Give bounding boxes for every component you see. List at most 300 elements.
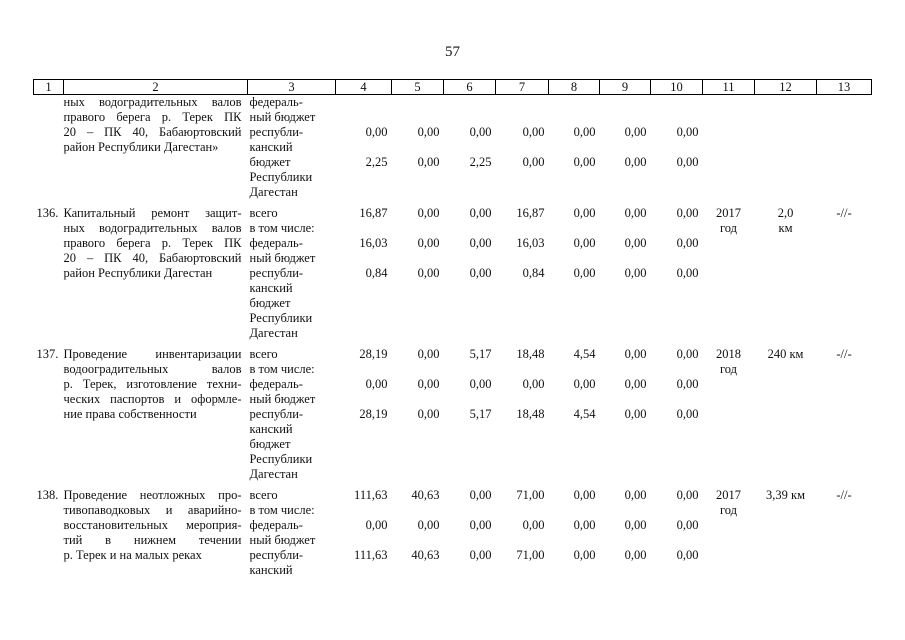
funding-source-line: в том числе: bbox=[249, 503, 315, 517]
value-cell-col10 bbox=[651, 206, 703, 347]
value-cell-col6 bbox=[444, 206, 496, 347]
value: 0,00 bbox=[676, 548, 699, 562]
value bbox=[496, 170, 545, 185]
measure-name-line: тий в нижнем течении bbox=[63, 533, 242, 547]
value bbox=[392, 110, 440, 125]
value bbox=[651, 221, 699, 236]
value: 0,00 bbox=[676, 155, 699, 169]
value: 0,00 bbox=[469, 266, 492, 280]
value: 0,00 bbox=[624, 347, 647, 361]
value bbox=[496, 362, 545, 377]
value bbox=[600, 392, 647, 407]
value: 40,63 bbox=[411, 488, 440, 502]
year-cell bbox=[703, 206, 755, 347]
column-header-13: 13 bbox=[817, 80, 872, 95]
value bbox=[600, 95, 647, 110]
value: 71,00 bbox=[516, 548, 545, 562]
value bbox=[600, 251, 647, 266]
measure-name-line: ных водоградительных валов bbox=[63, 221, 242, 235]
value: 0,00 bbox=[624, 518, 647, 532]
value: 0,00 bbox=[624, 266, 647, 280]
value: 0,00 bbox=[573, 518, 596, 532]
value: 0,00 bbox=[417, 206, 440, 220]
executor-cell-line: -//- bbox=[836, 488, 852, 502]
value bbox=[549, 281, 596, 296]
length-cell bbox=[755, 488, 817, 584]
column-header-3: 3 bbox=[248, 80, 336, 95]
value-cell-col8 bbox=[549, 488, 600, 584]
value bbox=[549, 533, 596, 548]
funding-source-line: федераль- bbox=[249, 236, 303, 250]
funding-source-line: канский bbox=[249, 422, 293, 436]
value: 16,03 bbox=[359, 236, 388, 250]
value: 0,00 bbox=[417, 407, 440, 421]
funding-source bbox=[248, 488, 336, 584]
funding-source-line: республи- bbox=[249, 407, 304, 421]
value bbox=[336, 110, 388, 125]
value: 0,00 bbox=[417, 518, 440, 532]
length-cell-line bbox=[755, 110, 817, 125]
funding-source bbox=[248, 206, 336, 347]
value: 0,00 bbox=[573, 206, 596, 220]
funding-source-line: Дагестан bbox=[249, 467, 298, 481]
length-cell-line bbox=[755, 362, 817, 377]
value: 28,19 bbox=[359, 407, 388, 421]
value-cell-col10 bbox=[651, 95, 703, 207]
funding-source-line: ный бюджет bbox=[249, 533, 316, 547]
funding-source-line: ный бюджет bbox=[249, 392, 316, 406]
value-cell-col6 bbox=[444, 347, 496, 488]
value: 4,54 bbox=[573, 347, 596, 361]
value bbox=[651, 140, 699, 155]
value bbox=[651, 533, 699, 548]
value: 0,84 bbox=[365, 266, 388, 280]
value bbox=[444, 281, 492, 296]
value bbox=[336, 563, 388, 578]
value: 0,00 bbox=[676, 407, 699, 421]
value: 0,00 bbox=[469, 548, 492, 562]
value bbox=[336, 362, 388, 377]
measure-name-line: правого берега р. Терек ПК bbox=[63, 110, 242, 124]
value bbox=[336, 392, 388, 407]
page-number: 57 bbox=[445, 44, 460, 60]
table-row bbox=[34, 347, 872, 488]
value bbox=[444, 533, 492, 548]
executor-cell bbox=[817, 206, 872, 347]
value: 0,00 bbox=[522, 125, 545, 139]
column-header-11: 11 bbox=[703, 80, 755, 95]
value: 111,63 bbox=[354, 488, 388, 502]
year-cell bbox=[703, 347, 755, 488]
value: 0,00 bbox=[624, 407, 647, 421]
funding-source-line: всего bbox=[249, 206, 278, 220]
year-cell-line: год bbox=[719, 221, 738, 235]
value bbox=[549, 95, 596, 110]
funding-source-line: федераль- bbox=[249, 95, 303, 109]
funding-source-line: Дагестан bbox=[249, 326, 298, 340]
value bbox=[444, 563, 492, 578]
length-cell-line bbox=[755, 503, 817, 518]
value: 40,63 bbox=[411, 548, 440, 562]
value: 2,25 bbox=[469, 155, 492, 169]
value bbox=[444, 392, 492, 407]
table-body bbox=[34, 95, 872, 585]
measure-name-line: водооградительных валов bbox=[63, 362, 242, 376]
value: 5,17 bbox=[469, 347, 492, 361]
value bbox=[600, 281, 647, 296]
executor-cell-line bbox=[817, 95, 872, 110]
measure-name-line: ных водоградительных валов bbox=[63, 95, 242, 109]
value: 0,00 bbox=[676, 266, 699, 280]
value-cell-col4 bbox=[336, 347, 392, 488]
measure-name bbox=[64, 95, 248, 207]
column-header-8: 8 bbox=[549, 80, 600, 95]
value bbox=[496, 533, 545, 548]
value bbox=[444, 110, 492, 125]
value bbox=[600, 362, 647, 377]
year-cell bbox=[703, 488, 755, 584]
value bbox=[392, 281, 440, 296]
value bbox=[392, 503, 440, 518]
value bbox=[392, 422, 440, 437]
value: 0,00 bbox=[522, 155, 545, 169]
value: 0,00 bbox=[417, 377, 440, 391]
value: 0,00 bbox=[365, 518, 388, 532]
measure-name-line: Проведение инвентаризации bbox=[63, 347, 242, 361]
length-cell-line: 3,39 км bbox=[766, 488, 805, 502]
value: 0,00 bbox=[522, 518, 545, 532]
funding-source-line: канский bbox=[249, 563, 293, 577]
value bbox=[392, 392, 440, 407]
value-cell-col6 bbox=[444, 488, 496, 584]
value: 0,00 bbox=[573, 125, 596, 139]
value-cell-col9 bbox=[600, 206, 651, 347]
column-header-9: 9 bbox=[600, 80, 651, 95]
value bbox=[600, 563, 647, 578]
value: 16,87 bbox=[359, 206, 388, 220]
value: 0,00 bbox=[469, 125, 492, 139]
funding-source-line: республи- bbox=[249, 548, 304, 562]
value: 0,84 bbox=[522, 266, 545, 280]
value bbox=[392, 533, 440, 548]
value: 0,00 bbox=[417, 236, 440, 250]
value: 0,00 bbox=[573, 236, 596, 250]
value bbox=[444, 422, 492, 437]
length-cell-line: 240 км bbox=[767, 347, 804, 361]
value: 0,00 bbox=[624, 206, 647, 220]
value bbox=[651, 422, 699, 437]
value: 0,00 bbox=[417, 125, 440, 139]
value-cell-col5 bbox=[392, 488, 444, 584]
executor-cell-line: -//- bbox=[836, 347, 852, 361]
funding-source-line: республи- bbox=[249, 266, 304, 280]
length-cell bbox=[755, 206, 817, 347]
funding-source-line: республи- bbox=[249, 125, 304, 139]
value bbox=[392, 362, 440, 377]
year-cell-line: 2017 bbox=[716, 206, 741, 220]
funding-source bbox=[248, 347, 336, 488]
value bbox=[496, 221, 545, 236]
length-cell-line bbox=[755, 95, 817, 110]
value bbox=[651, 503, 699, 518]
value: 0,00 bbox=[676, 488, 699, 502]
value: 16,87 bbox=[516, 206, 545, 220]
value-cell-col7 bbox=[496, 206, 549, 347]
value-cell-col10 bbox=[651, 347, 703, 488]
value bbox=[651, 110, 699, 125]
value-cell-col7 bbox=[496, 347, 549, 488]
measure-name-line: тивопаводковых и аварийно- bbox=[63, 503, 242, 517]
length-cell-line: 2,0 bbox=[777, 206, 794, 220]
funding-source-line: Дагестан bbox=[249, 185, 298, 199]
value bbox=[549, 140, 596, 155]
value bbox=[549, 392, 596, 407]
length-cell bbox=[755, 347, 817, 488]
value bbox=[549, 110, 596, 125]
funding-source-line: всего bbox=[249, 347, 278, 361]
value bbox=[496, 503, 545, 518]
value bbox=[651, 392, 699, 407]
value-cell-col5 bbox=[392, 206, 444, 347]
value bbox=[496, 281, 545, 296]
funding-source-line: бюджет bbox=[249, 296, 291, 310]
value-cell-col8 bbox=[549, 206, 600, 347]
table-row bbox=[34, 206, 872, 347]
value-cell-col5 bbox=[392, 347, 444, 488]
year-cell-line: 2018 bbox=[716, 347, 741, 361]
length-cell-line: км bbox=[778, 221, 793, 235]
value bbox=[444, 221, 492, 236]
value bbox=[336, 95, 388, 110]
value-cell-col7 bbox=[496, 488, 549, 584]
funding-source-line: Республики bbox=[249, 452, 313, 466]
funding-source-line: федераль- bbox=[249, 377, 303, 391]
value bbox=[444, 140, 492, 155]
measure-name bbox=[64, 347, 248, 488]
value bbox=[336, 281, 388, 296]
value bbox=[549, 251, 596, 266]
measure-name-line: Проведение неотложных про- bbox=[63, 488, 242, 502]
funding-source-line: ный бюджет bbox=[249, 251, 316, 265]
value bbox=[336, 533, 388, 548]
measure-name-line: район Республики Дагестан bbox=[63, 266, 213, 280]
executor-cell-line: -//- bbox=[836, 206, 852, 220]
value bbox=[336, 251, 388, 266]
value bbox=[444, 362, 492, 377]
measure-name-line: 20 – ПК 40, Бабаюртовский bbox=[63, 251, 242, 265]
measure-name-line: Капитальный ремонт защит- bbox=[63, 206, 242, 220]
value bbox=[392, 95, 440, 110]
value bbox=[549, 362, 596, 377]
funding-source bbox=[248, 95, 336, 207]
value: 5,17 bbox=[469, 407, 492, 421]
value bbox=[600, 221, 647, 236]
value bbox=[549, 503, 596, 518]
value: 0,00 bbox=[676, 518, 699, 532]
value: 0,00 bbox=[676, 236, 699, 250]
executor-cell bbox=[817, 347, 872, 488]
value: 0,00 bbox=[365, 377, 388, 391]
value bbox=[496, 140, 545, 155]
table-row bbox=[34, 95, 872, 207]
year-cell-line bbox=[703, 110, 755, 125]
measure-name-line: восстановительных мероприя- bbox=[63, 518, 242, 532]
measure-name bbox=[64, 488, 248, 584]
value: 0,00 bbox=[676, 125, 699, 139]
value: 0,00 bbox=[522, 377, 545, 391]
funding-source-line: в том числе: bbox=[249, 362, 315, 376]
column-header-6: 6 bbox=[444, 80, 496, 95]
executor-cell bbox=[817, 488, 872, 584]
value bbox=[496, 563, 545, 578]
executor-cell bbox=[817, 95, 872, 207]
row-number: 138. bbox=[36, 488, 59, 502]
value: 71,00 bbox=[516, 488, 545, 502]
measure-name-line: правого берега р. Терек ПК bbox=[63, 236, 242, 250]
row-number bbox=[34, 95, 64, 207]
column-header-7: 7 bbox=[496, 80, 549, 95]
value bbox=[651, 251, 699, 266]
value bbox=[392, 563, 440, 578]
funding-source-line: федераль- bbox=[249, 518, 303, 532]
value: 0,00 bbox=[676, 206, 699, 220]
value bbox=[392, 251, 440, 266]
value: 0,00 bbox=[469, 377, 492, 391]
measure-name-line: ческих паспортов и оформле- bbox=[63, 392, 242, 406]
value: 0,00 bbox=[676, 347, 699, 361]
column-header-12: 12 bbox=[755, 80, 817, 95]
value bbox=[392, 140, 440, 155]
value: 0,00 bbox=[417, 266, 440, 280]
measure-name-line: р. Терек, изготовление техни- bbox=[63, 377, 242, 391]
value: 0,00 bbox=[676, 377, 699, 391]
measure-name bbox=[64, 206, 248, 347]
value bbox=[496, 392, 545, 407]
value: 0,00 bbox=[469, 488, 492, 502]
length-cell bbox=[755, 95, 817, 207]
funding-source-line: в том числе: bbox=[249, 221, 315, 235]
value-cell-col7 bbox=[496, 95, 549, 207]
column-header-2: 2 bbox=[64, 80, 248, 95]
value bbox=[600, 533, 647, 548]
value: 18,48 bbox=[516, 347, 545, 361]
column-header-10: 10 bbox=[651, 80, 703, 95]
value bbox=[600, 422, 647, 437]
value: 4,54 bbox=[573, 407, 596, 421]
value-cell-col4 bbox=[336, 488, 392, 584]
value-cell-col6 bbox=[444, 95, 496, 207]
value bbox=[549, 221, 596, 236]
value: 0,00 bbox=[573, 377, 596, 391]
value-cell-col9 bbox=[600, 488, 651, 584]
value bbox=[336, 422, 388, 437]
column-header-5: 5 bbox=[392, 80, 444, 95]
value bbox=[600, 170, 647, 185]
value: 2,25 bbox=[365, 155, 388, 169]
value: 0,00 bbox=[624, 236, 647, 250]
header-row bbox=[34, 80, 872, 95]
value: 0,00 bbox=[573, 155, 596, 169]
value: 111,63 bbox=[354, 548, 388, 562]
value bbox=[651, 362, 699, 377]
value-cell-col5 bbox=[392, 95, 444, 207]
value bbox=[600, 503, 647, 518]
value-cell-col10 bbox=[651, 488, 703, 584]
value bbox=[444, 503, 492, 518]
budget-table bbox=[33, 79, 872, 584]
value bbox=[549, 563, 596, 578]
measure-name-line: 20 – ПК 40, Бабаюртовский bbox=[63, 125, 242, 139]
measure-name-line: ние права собственности bbox=[63, 407, 197, 421]
value-cell-col8 bbox=[549, 347, 600, 488]
value: 0,00 bbox=[573, 548, 596, 562]
year-cell-line: год bbox=[719, 503, 738, 517]
value bbox=[496, 110, 545, 125]
value bbox=[392, 170, 440, 185]
value bbox=[444, 170, 492, 185]
value bbox=[392, 221, 440, 236]
value bbox=[600, 110, 647, 125]
value bbox=[496, 422, 545, 437]
value bbox=[444, 251, 492, 266]
value: 0,00 bbox=[417, 347, 440, 361]
value bbox=[444, 95, 492, 110]
value bbox=[336, 140, 388, 155]
value: 0,00 bbox=[365, 125, 388, 139]
year-cell bbox=[703, 95, 755, 207]
value: 0,00 bbox=[624, 377, 647, 391]
value-cell-col4 bbox=[336, 95, 392, 207]
value bbox=[651, 170, 699, 185]
value: 0,00 bbox=[573, 488, 596, 502]
year-cell-line bbox=[703, 95, 755, 110]
value: 16,03 bbox=[516, 236, 545, 250]
funding-source-line: бюджет bbox=[249, 155, 291, 169]
value: 0,00 bbox=[624, 488, 647, 502]
value bbox=[549, 422, 596, 437]
value: 0,00 bbox=[624, 548, 647, 562]
funding-source-line: бюджет bbox=[249, 437, 291, 451]
funding-source-line: всего bbox=[249, 488, 278, 502]
funding-source-line: канский bbox=[249, 281, 293, 295]
funding-source-line: Республики bbox=[249, 311, 313, 325]
funding-source-line: Республики bbox=[249, 170, 313, 184]
table-row bbox=[34, 488, 872, 584]
value: 0,00 bbox=[469, 518, 492, 532]
value-cell-col9 bbox=[600, 95, 651, 207]
value bbox=[600, 140, 647, 155]
year-cell-line: год bbox=[719, 362, 738, 376]
value bbox=[651, 95, 699, 110]
value bbox=[549, 170, 596, 185]
value bbox=[496, 251, 545, 266]
value: 0,00 bbox=[624, 155, 647, 169]
value-cell-col8 bbox=[549, 95, 600, 207]
value: 0,00 bbox=[573, 266, 596, 280]
value: 28,19 bbox=[359, 347, 388, 361]
value bbox=[651, 281, 699, 296]
value: 0,00 bbox=[469, 236, 492, 250]
value-cell-col9 bbox=[600, 347, 651, 488]
value bbox=[651, 563, 699, 578]
value: 0,00 bbox=[469, 206, 492, 220]
column-header-1: 1 bbox=[34, 80, 64, 95]
value-cell-col4 bbox=[336, 206, 392, 347]
funding-source-line: канский bbox=[249, 140, 293, 154]
row-number: 136. bbox=[36, 206, 59, 220]
value: 0,00 bbox=[417, 155, 440, 169]
measure-name-line: район Республики Дагестан» bbox=[63, 140, 219, 154]
